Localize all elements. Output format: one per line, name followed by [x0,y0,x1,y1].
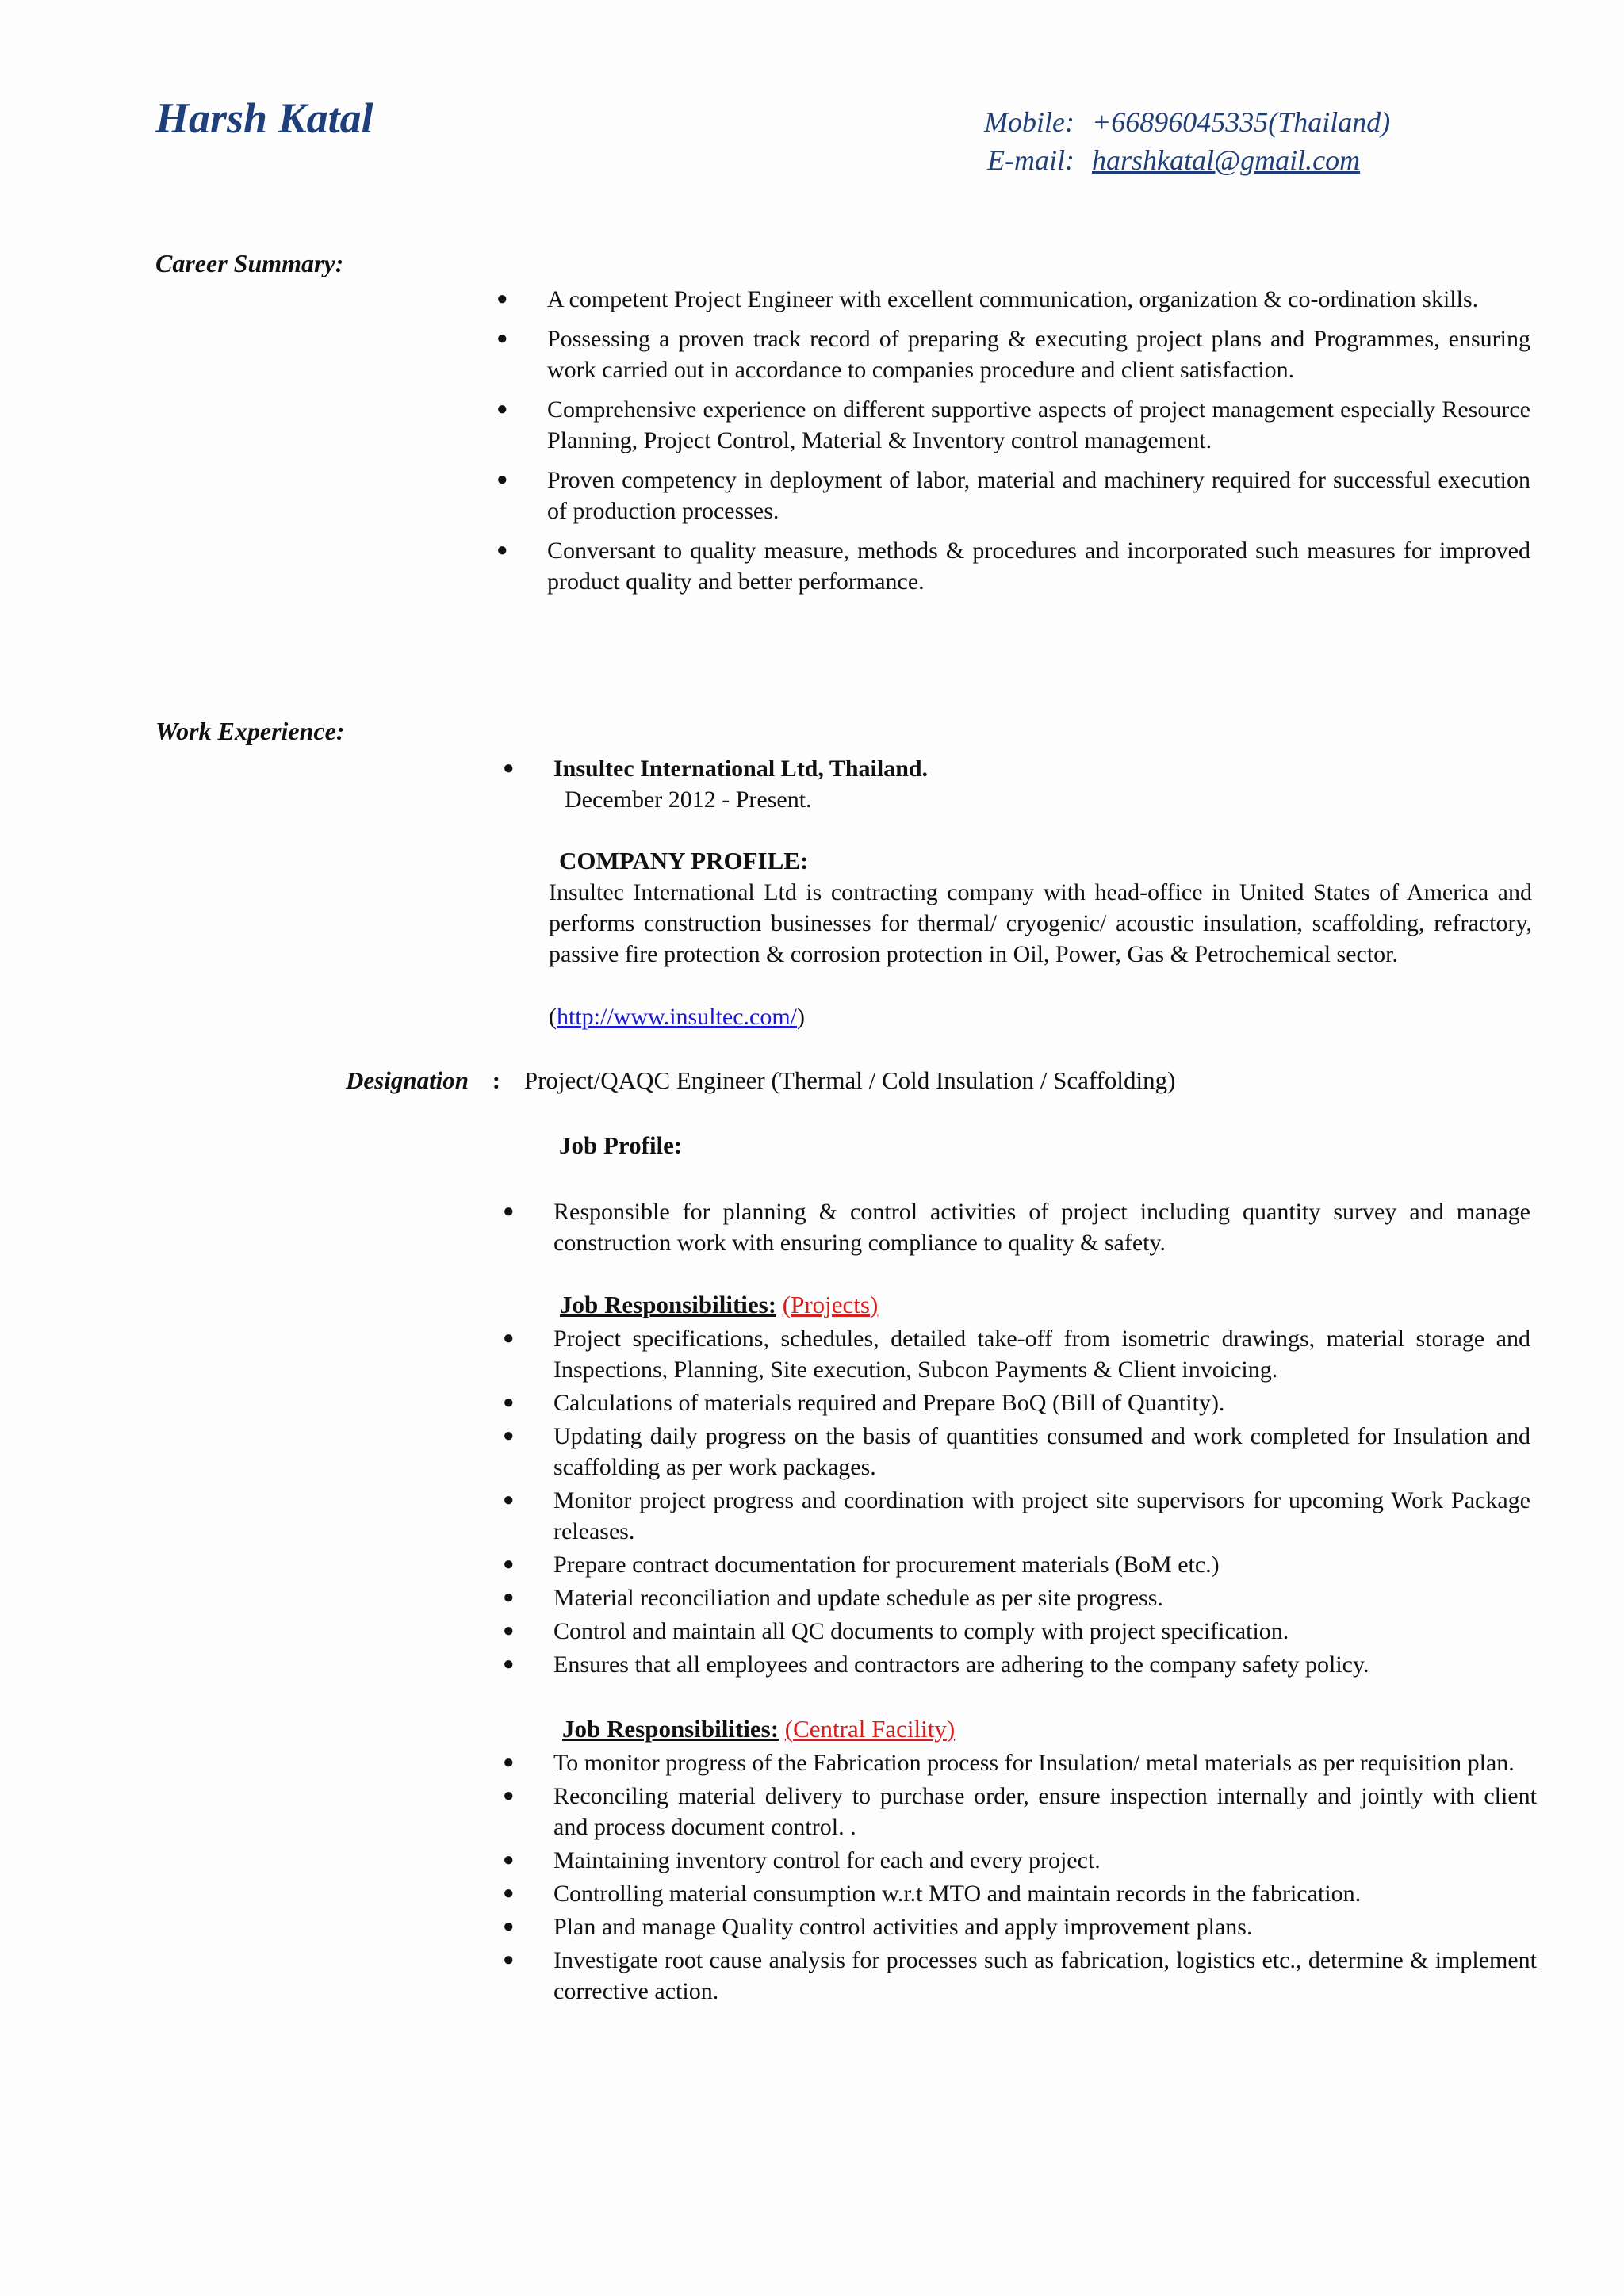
projects-responsibilities-list [503,1323,1530,1682]
list-item [503,1485,1530,1547]
list-item-text: Conversant to quality measure, methods & procedures and incorporated such measures for improved product quality and better performance. [547,538,1530,595]
list-item [503,1878,1537,1909]
bullet-icon: ● [503,1916,515,1937]
projects-responsibilities-label: Job Responsibilities: [560,1291,777,1318]
designation-label: Designation [346,1066,469,1094]
job-profile-list [503,1196,1530,1258]
company-website: (http://www.insultec.com/) [549,1004,806,1030]
company-profile-text: Insultec International Ltd is contracting company with head-office in United States of America and performs construction businesses for thermal/ cryogenic/ acoustic insulation, scaffolding, refractory, passive fire protection & corrosion protection in Oil, Power, Gas & Petrochemical sector. [549,879,1532,967]
projects-tag: Projects [791,1291,870,1318]
designation-row [346,1065,1175,1096]
career-summary-heading: Career Summary: [155,249,344,277]
contact-block [952,103,1390,179]
list-item-text: Maintaining inventory control for each and every project. [553,1847,1101,1873]
list-item [503,1421,1530,1483]
list-item-text: To monitor progress of the Fabrication process for Insulation/ metal materials as per requisition plan. [553,1750,1515,1776]
list-item-text: Prepare contract documentation for procurement materials (BoM etc.) [553,1552,1220,1578]
bullet-icon: ● [503,1425,515,1446]
list-item-text: Possessing a proven track record of preparing & executing project plans and Programmes, ensuring work carried out in accordance to companies procedure and client satisfaction. [547,326,1530,383]
list-item-text: Material reconciliation and update schedule as per site progress. [553,1585,1163,1611]
bullet-icon: ● [503,1883,515,1904]
email-label: E-mail: [987,144,1074,176]
career-summary-list [496,284,1530,606]
work-experience-heading: Work Experience: [155,717,345,745]
list-item-text: Reconciling material delivery to purchase order, ensure inspection internally and jointly with client and process document control. . [553,1783,1537,1840]
mobile-row [952,103,1390,141]
projects-responsibilities-heading: Job Responsibilities: (Projects) [560,1291,879,1318]
central-responsibilities-label: Job Responsibilities: [562,1715,779,1743]
central-responsibilities-heading: Job Responsibilities: (Central Facility) [562,1715,956,1743]
bullet-icon: ● [503,1392,515,1413]
list-item-text: Plan and manage Quality control activities and apply improvement plans. [553,1914,1253,1940]
list-item [496,465,1530,526]
bullet-icon: ● [503,1785,515,1806]
list-item [503,1323,1530,1385]
list-item-text: Project specifications, schedules, detailed take-off from isometric drawings, material storage and Inspections, Planning, Site execution, Subcon Payments & Client invoicing. [553,1326,1530,1383]
list-item [496,284,1530,315]
job-profile-heading: Job Profile: [559,1131,683,1159]
list-item [503,1945,1537,2007]
email-link[interactable]: harshkatal@gmail.com [1092,144,1361,176]
list-item-text: Investigate root cause analysis for processes such as fabrication, logistics etc., determine & implement corrective action. [553,1947,1537,2004]
list-item-text: Responsible for planning & control activities of project including quantity survey and manage construction work with ensuring compliance to quality & safety. [553,1199,1530,1256]
list-item [496,535,1530,597]
designation-value: Project/QAQC Engineer (Thermal / Cold Insulation / Scaffolding) [523,1066,1176,1094]
list-item [503,1747,1537,1778]
central-tag: Central Facility [793,1715,947,1743]
bullet-icon: ● [503,1654,515,1674]
list-item [503,1387,1530,1418]
bullet-icon: ● [496,399,508,419]
bullet-icon: ● [496,469,508,490]
bullet-icon: ● [503,1554,515,1575]
list-item-text: Proven competency in deployment of labor, material and machinery required for successful execution of production processes. [547,467,1530,524]
list-item [496,323,1530,385]
central-responsibilities-list [503,1747,1537,2009]
bullet-icon: ● [496,540,508,561]
list-item [503,1781,1537,1843]
company-profile-heading: COMPANY PROFILE: [559,847,809,874]
designation-colon: : [492,1066,501,1094]
bullet-icon: ● [503,1950,515,1970]
list-item [503,1911,1537,1942]
list-item-text: Updating daily progress on the basis of quantities consumed and work completed for Insulation and scaffolding as per work packages. [553,1423,1530,1480]
company-name: Insultec International Ltd, Thailand. [553,756,929,782]
company-website-link[interactable]: http://www.insultec.com/ [557,1004,798,1030]
bullet-icon: ● [503,1490,515,1510]
list-item [496,394,1530,456]
list-item [503,1196,1530,1258]
list-item-text: Monitor project progress and coordination with project site supervisors for upcoming Work Package releases. [553,1487,1530,1544]
bullet-icon: ● [503,1850,515,1870]
list-item-text: A competent Project Engineer with excellent communication, organization & co-ordination skills. [547,286,1479,312]
list-item [503,1649,1530,1680]
mobile-label: Mobile: [984,106,1074,138]
list-item [503,1845,1537,1876]
email-row [952,141,1390,179]
bullet-icon: ● [503,1621,515,1641]
company-entry [503,753,1537,815]
bullet-icon: ● [503,1328,515,1349]
bullet-icon: ● [503,1587,515,1608]
list-item [503,1549,1530,1580]
list-item [503,1582,1530,1613]
list-item-text: Control and maintain all QC documents to comply with project specification. [553,1618,1289,1644]
bullet-icon: ● [496,328,508,349]
list-item-text: Comprehensive experience on different supportive aspects of project management especially Resource Planning, Project Control, Material & Inventory control management. [547,396,1530,453]
list-item [503,1616,1530,1647]
bullet-icon: ● [503,1201,515,1222]
list-item-text: Controlling material consumption w.r.t MTO and maintain records in the fabrication. [553,1881,1362,1907]
bullet-icon: ● [503,1752,515,1773]
list-item-text: Ensures that all employees and contractors are adhering to the company safety policy. [553,1651,1369,1678]
mobile-value: +66896045335(Thailand) [1092,106,1391,138]
bullet-icon: ● [503,758,515,779]
candidate-name: Harsh Katal [155,94,373,142]
bullet-icon: ● [496,289,508,309]
employment-dates: December 2012 - Present. [565,786,812,813]
list-item-text: Calculations of materials required and Prepare BoQ (Bill of Quantity). [553,1390,1225,1416]
